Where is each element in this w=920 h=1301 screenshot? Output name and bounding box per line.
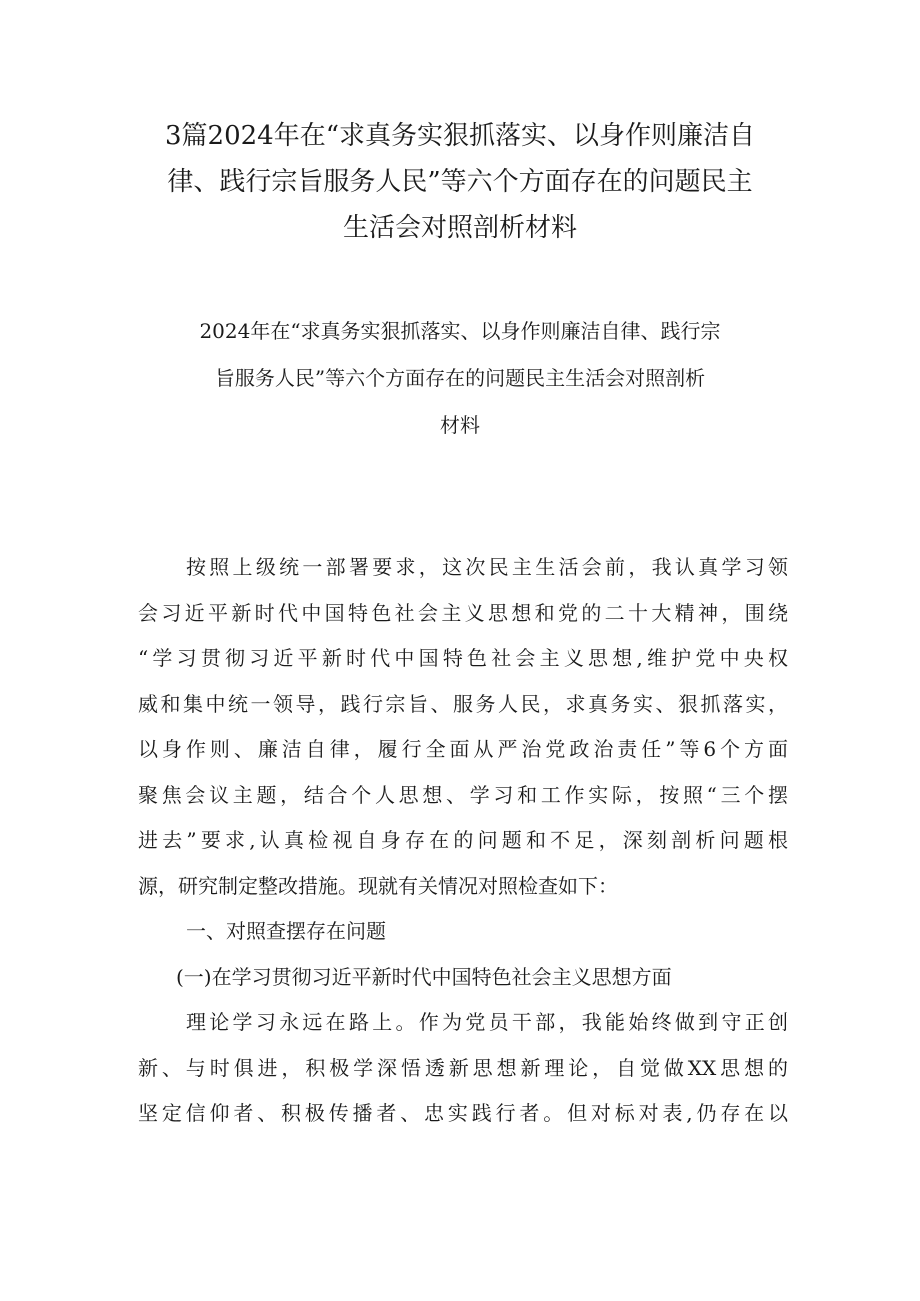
document-title <box>120 113 800 251</box>
subtitle-line: 旨服务人民”等六个方面存在的问题民主生活会对照剖析 <box>214 366 706 390</box>
body-line: 威和集中统一领导，践行宗旨、服务人民，求真务实、狠抓落实， <box>138 691 788 716</box>
subtitle-line: 材料 <box>440 413 480 437</box>
section-heading: 一、对照查摆存在问题 <box>186 919 386 943</box>
body-line: 会习近平新时代中国特色社会主义思想和党的二十大精神，围绕 <box>138 600 788 625</box>
document-subtitle <box>130 308 790 449</box>
body-line: “学习贯彻习近平新时代中国特色社会主义思想,维护党中央权 <box>138 646 788 670</box>
subtitle-line: 2024年在“求真务实狠抓落实、以身作则廉洁自律、践行宗 <box>199 319 721 343</box>
body-line: 坚定信仰者、积极传播者、忠实践行者。但对标对表,仍存在以 <box>138 1101 788 1125</box>
body-line: 按照上级统一部署要求，这次民主生活会前，我认真学习领 <box>186 555 788 579</box>
body-line: 理论学习永远在路上。作为党员干部，我能始终做到守正创 <box>186 1010 788 1034</box>
subsection-heading: (一)在学习贯彻习近平新时代中国特色社会主义思想方面 <box>176 964 672 989</box>
body-line: 新、与时俱进，积极学深悟透新思想新理论，自觉做XX思想的 <box>138 1055 788 1080</box>
body-line: 聚焦会议主题，结合个人思想、学习和工作实际，按照“三个摆 <box>138 782 788 807</box>
document-body <box>138 545 788 1137</box>
title-line: 律、践行宗旨服务人民”等六个方面存在的问题民主 <box>167 167 753 197</box>
body-line: 源，研究制定整改措施。现就有关情况对照检查如下： <box>138 873 618 898</box>
title-line: 生活会对照剖析材料 <box>342 213 577 243</box>
title-line: 3篇2024年在“求真务实狠抓落实、以身作则廉洁自 <box>164 121 755 151</box>
body-line: 进去”要求,认真检视自身存在的问题和不足，深刻剖析问题根 <box>138 828 788 852</box>
body-line: 以身作则、廉洁自律，履行全面从严治党政治责任”等6个方面 <box>138 737 788 761</box>
